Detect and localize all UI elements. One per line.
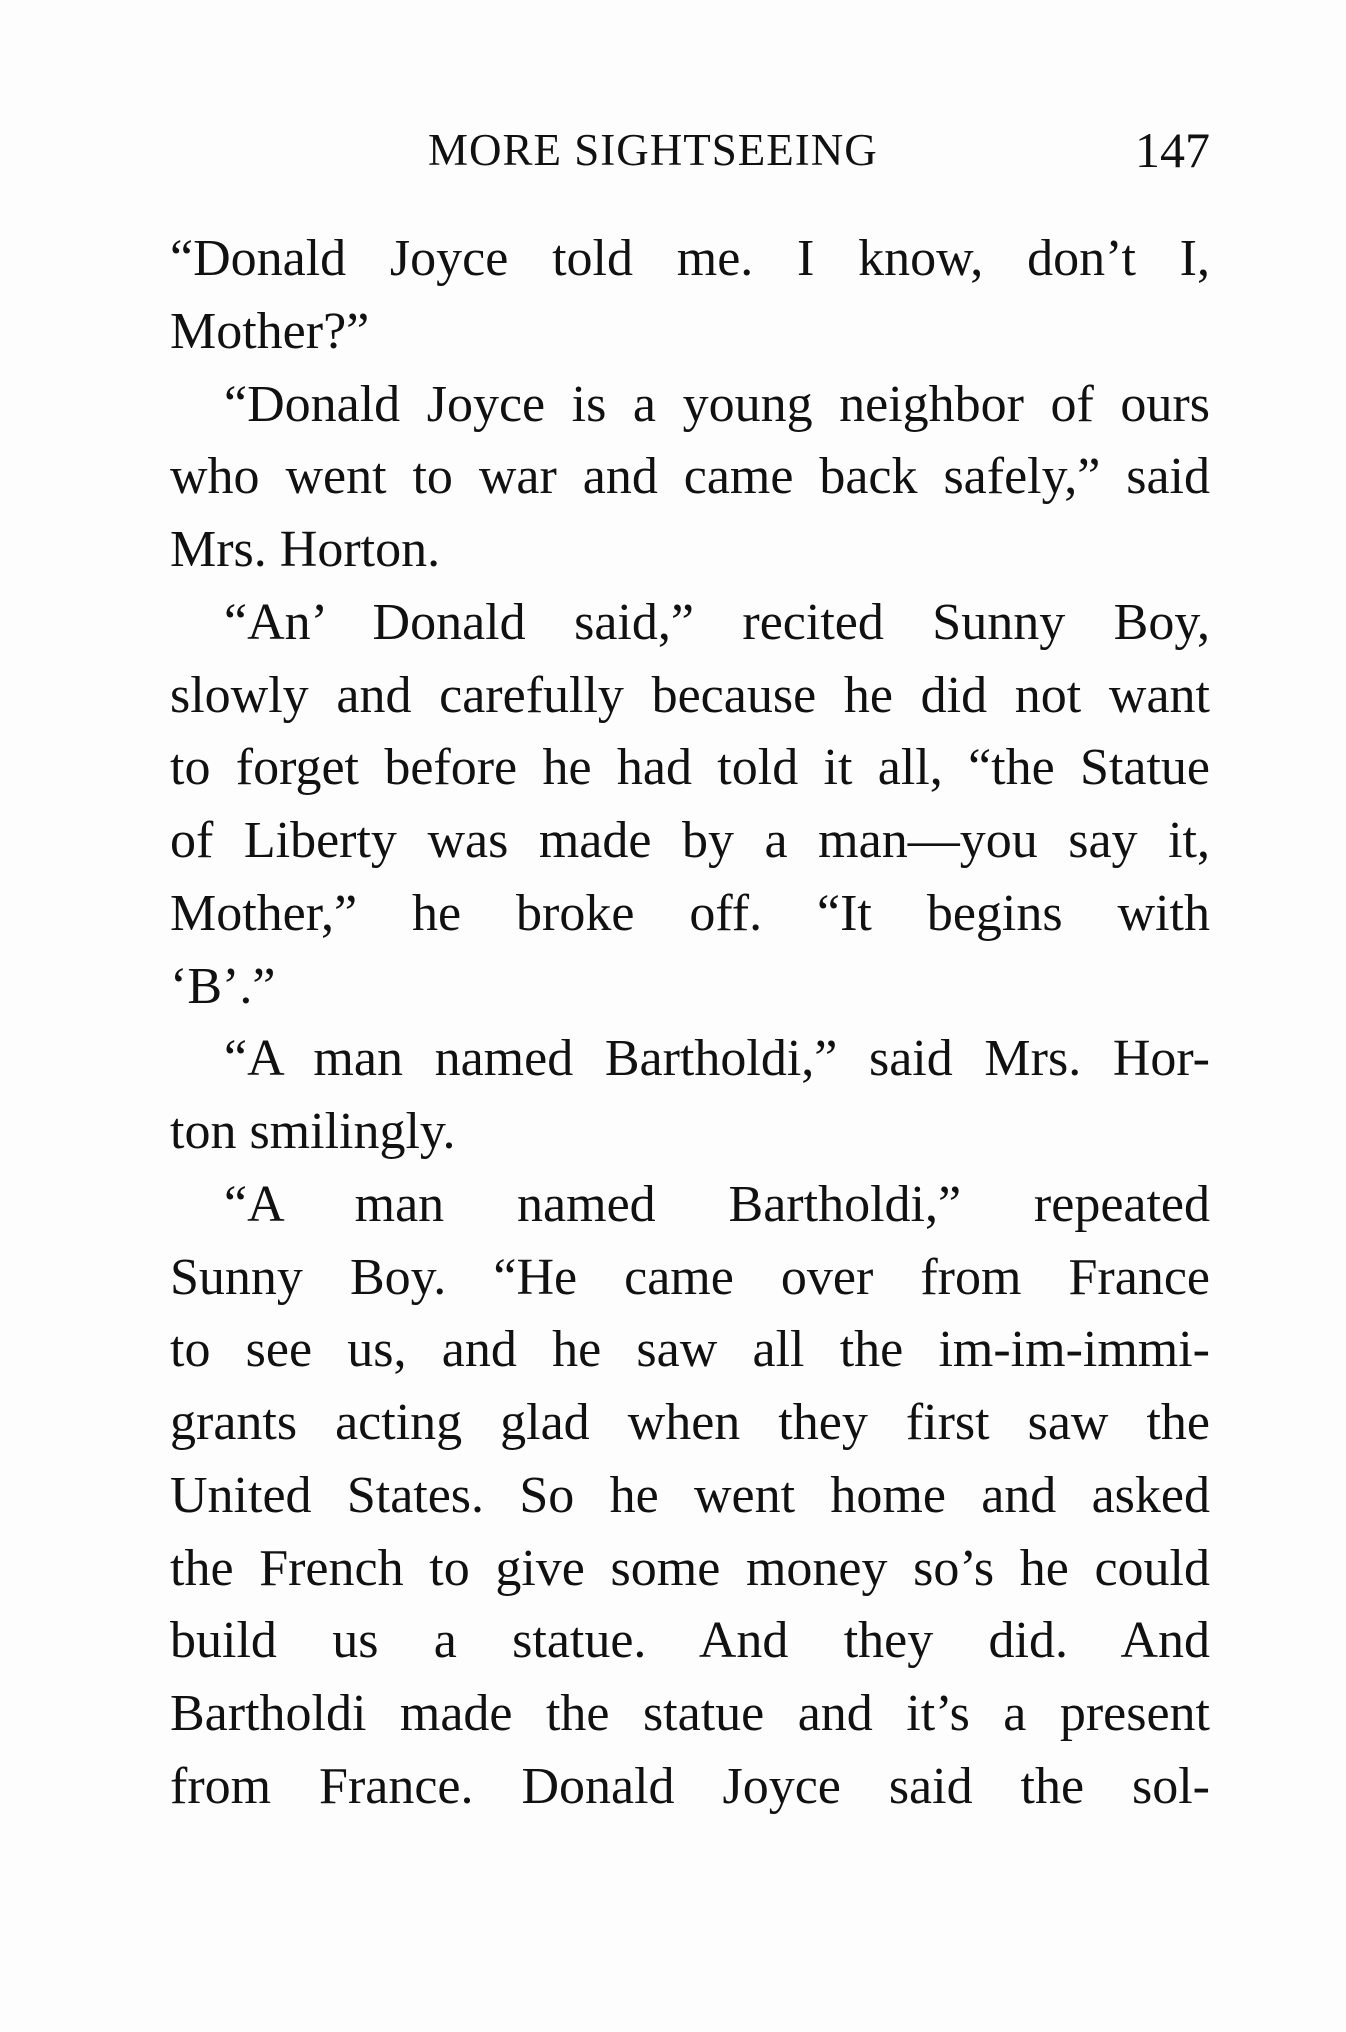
page-number: 147 — [1135, 122, 1210, 178]
text-line: “A man named Bartholdi,” said Mrs. Hor- — [224, 1030, 1210, 1088]
text-line: of Liberty was made by a man—you say it, — [170, 812, 1210, 869]
text-line: ton smilingly. — [170, 1103, 456, 1160]
text-line: Mother?” — [170, 302, 370, 360]
text-line: “An’ Donald said,” recited Sunny Boy, — [224, 593, 1210, 651]
text-line: who went to war and came back safely,” said — [170, 448, 1210, 506]
text-line: slowly and carefully because he did not want — [170, 666, 1210, 724]
text-line: “A man named Bartholdi,” repeated — [224, 1175, 1210, 1233]
text-line: United States. So he went home and asked — [170, 1466, 1210, 1524]
body-text — [170, 223, 1210, 1824]
text-line: ‘B’.” — [170, 957, 276, 1015]
running-head — [170, 110, 1210, 190]
text-line: to see us, and he saw all the im-im-immi- — [170, 1321, 1210, 1379]
text-line: Bartholdi made the statue and it’s a present — [170, 1685, 1210, 1742]
running-title: MORE SIGHTSEEING — [428, 125, 878, 175]
text-line: “Donald Joyce told me. I know, don’t I, — [170, 230, 1210, 287]
text-line: Mother,” he broke off. “It begins with — [170, 884, 1210, 942]
text-line: Sunny Boy. “He came over from France — [170, 1248, 1210, 1306]
text-line: “Donald Joyce is a young neighbor of ours — [224, 375, 1210, 433]
text-line: to forget before he had told it all, “the Statue — [170, 739, 1210, 797]
text-line: the French to give some money so’s he could — [170, 1539, 1210, 1597]
text-line: from France. Donald Joyce said the sol- — [170, 1757, 1210, 1815]
text-line: build us a statue. And they did. And — [170, 1612, 1210, 1670]
text-line: grants acting glad when they first saw the — [170, 1394, 1210, 1451]
text-line: Mrs. Horton. — [170, 521, 441, 578]
